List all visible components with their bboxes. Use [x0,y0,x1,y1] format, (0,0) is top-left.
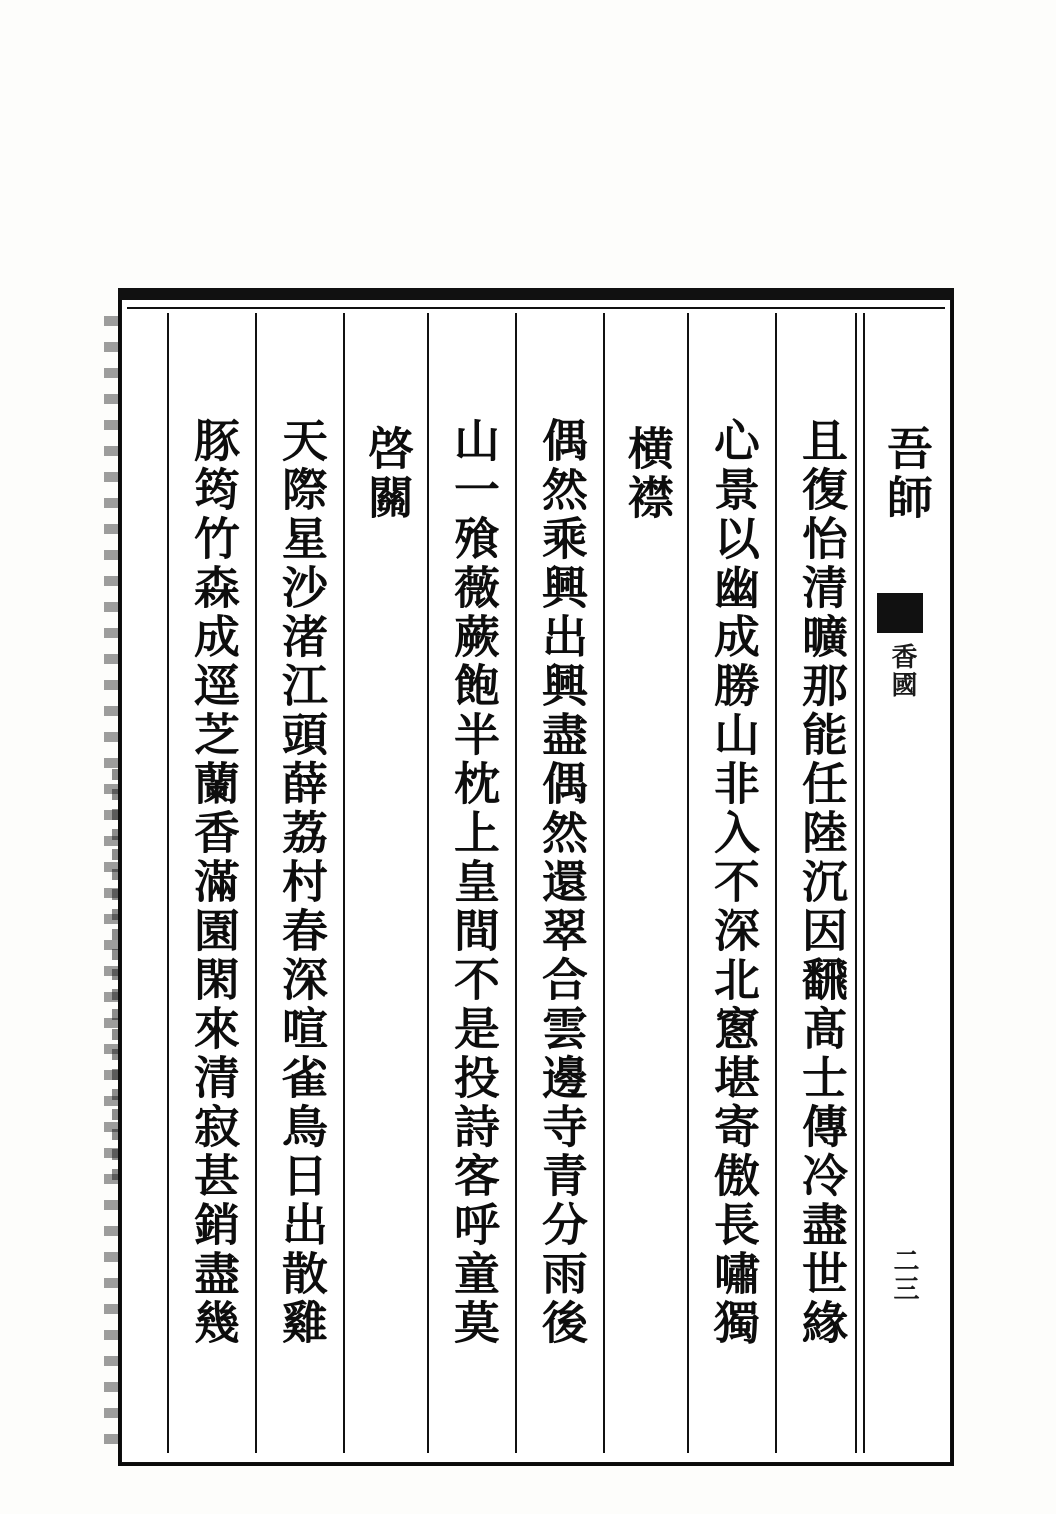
text-column-6 [427,313,515,1453]
column-text: 偶然乘興出興盡偶然還翠合雲邊寺青分雨後 [533,417,588,1348]
column-text: 啓關 [359,425,414,523]
fold-book-title: 香國 [887,643,917,699]
block-frame [118,288,954,1466]
column-text: 心景以幽成勝山非入不深北窻堪寄傲長嘯獨 [705,417,760,1348]
text-column-3 [687,313,775,1453]
column-text: 且復怡清曠那能任陸沉因飜髙士傳冷盡世緣 [793,417,848,1348]
text-column-9 [167,313,255,1453]
text-column-5 [515,313,603,1453]
fold-page-number: 二三 [889,1247,919,1303]
text-column-2 [775,313,863,1453]
column-text: 山一飱薇蕨飽半枕上皇間不是投詩客呼童莫 [445,417,500,1348]
column-text: 天際星沙渚江頭薛荔村春深喧雀鳥日出散雞 [273,417,328,1348]
text-column-4 [603,313,687,1453]
column-text: 豚筠竹森成逕芝蘭香滿園閑來清寂甚銷盡幾 [185,417,240,1348]
text-column-8 [255,313,343,1453]
text-column-7 [343,313,427,1453]
text-columns [127,313,945,1453]
column-text: 横襟 [619,425,674,523]
fold-black-mark [877,593,923,633]
column-text: 吾師 [878,425,933,523]
center-fold-column [855,313,943,1453]
